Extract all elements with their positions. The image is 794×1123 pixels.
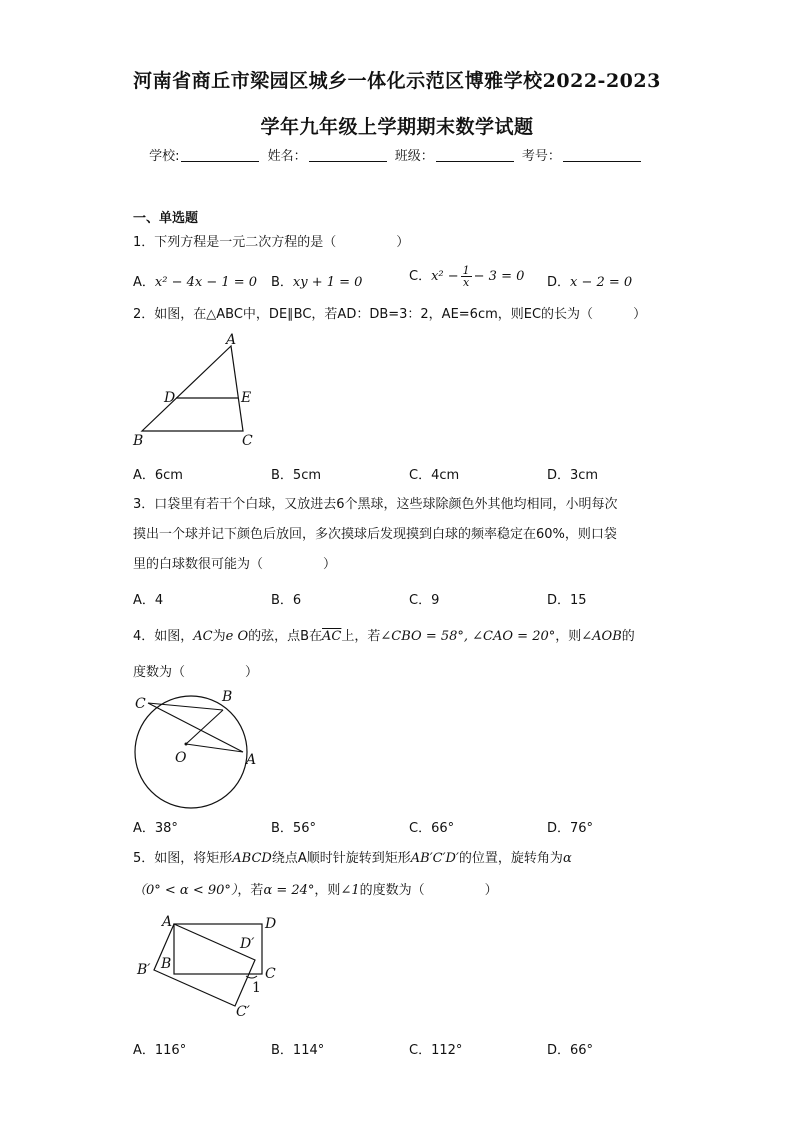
question-4-options [133, 817, 653, 837]
label-c-prime: C′ [236, 1004, 250, 1020]
q4-option-b: B．56° [271, 821, 316, 836]
question-4-line-1: 4．如图，AC为e O的弦，点B在$\overline{AC}$上，若∠CBO = 58°, ∠CAO = 20°，则∠AOB的 [133, 629, 635, 644]
label-a: A [162, 914, 173, 930]
label-b-prime: B′ [137, 962, 151, 978]
class-label: 班级： [394, 149, 434, 164]
question-1 [133, 229, 663, 257]
question-3-line-2: 摸出一个球并记下颜色后放回，多次摸球后发现摸到白球的频率稳定在60%，则口袋 [133, 527, 617, 542]
q4-option-a: A．38° [133, 821, 178, 836]
q2-option-a: A．6cm [133, 468, 183, 483]
triangle-abc-figure [128, 332, 268, 452]
class-blank [436, 149, 514, 162]
section-heading: 一、单选题 [133, 211, 199, 226]
label-c: C [242, 433, 253, 449]
label-b: B [161, 956, 172, 972]
label-d: D [265, 916, 277, 932]
q3-option-a: A．4 [133, 593, 164, 608]
question-1-text: 1．下列方程是一元二次方程的是（ [133, 235, 337, 250]
q5-option-b: B．114° [271, 1043, 325, 1058]
q1-option-d: D．x − 2 = 0 [547, 275, 633, 290]
question-1-options [133, 264, 653, 291]
q1-option-c: C．x² − $\frac{1}{x}$ − 3 = 0 [409, 264, 525, 289]
exam-title-line-2: 学年九年级上学期期末数学试题 [260, 116, 534, 138]
label-b: B [222, 689, 233, 705]
student-info-row [0, 145, 794, 164]
question-5 [133, 843, 673, 907]
name-label: 姓名： [267, 149, 307, 164]
q4-option-c: C．66° [409, 821, 455, 836]
school-label: 学校: [149, 149, 180, 164]
label-d-prime: D′ [240, 936, 255, 952]
q2-option-c: C．4cm [409, 468, 460, 483]
rotated-rectangle-figure [132, 910, 287, 1022]
circle-o-figure [126, 684, 266, 814]
q2-option-b: B．5cm [271, 468, 322, 483]
question-2 [133, 301, 663, 329]
label-a: A [246, 752, 257, 768]
number-blank [563, 149, 641, 162]
question-3-line-3: 里的白球数很可能为（ [133, 557, 264, 572]
school-blank [181, 149, 259, 162]
label-d: D [164, 390, 176, 406]
label-e: E [241, 390, 252, 406]
question-3-options [133, 589, 653, 609]
question-3: 3．口袋里有若干个白球，又放进去6个黑球，这些球除颜色外其他均相同，小明每次 摸出一个球并记下颜色后放回，多次摸球后发现摸到白球的频率稳定在60%，则口袋 里的白球数很可能为（ ） [133, 490, 663, 580]
question-3-line-1: 3．口袋里有若干个白球，又放进去6个黑球，这些球除颜色外其他均相同，小明每次 [133, 497, 618, 512]
label-angle-1: 1 [252, 980, 261, 996]
label-a: A [226, 332, 237, 348]
q3-option-d: D．15 [547, 593, 587, 608]
q5-option-d: D．66° [547, 1043, 594, 1058]
question-4-line-2: 度数为（ [133, 665, 186, 680]
question-2-text: 2．如图，在△ABC中，DE∥BC，若AD：DB=3：2，AE=6cm，则EC的长为（ [133, 307, 594, 322]
q1-option-b: B．xy + 1 = 0 [271, 275, 363, 290]
question-1-close: ） [396, 235, 410, 250]
q3-option-b: B．6 [271, 593, 302, 608]
exam-title-line-1: 河南省商丘市梁园区城乡一体化示范区博雅学校2022-2023 [133, 70, 661, 92]
question-5-line-1: 5．如图，将矩形ABCD绕点A顺时针旋转到矩形AB′C′D′的位置，旋转角为α [133, 851, 572, 866]
q4-option-d: D．76° [547, 821, 594, 836]
q2-option-d: D．3cm [547, 468, 599, 483]
name-blank [309, 149, 387, 162]
q3-option-c: C．9 [409, 593, 440, 608]
q1-option-a: A．x² − 4x − 1 = 0 [133, 275, 258, 290]
q5-option-a: A．116° [133, 1043, 187, 1058]
question-4: 4．如图，AC为e O的弦，点B在$\overline{AC}$上，若∠CBO = 58°, ∠CAO = 20°，则∠AOB的 度数为（ ） [133, 619, 673, 691]
label-c: C [135, 696, 146, 712]
q5-option-c: C．112° [409, 1043, 463, 1058]
label-b: B [133, 433, 144, 449]
label-o: O [175, 750, 187, 766]
question-2-close: ） [633, 307, 647, 322]
question-5-line-2: （0° < α < 90°），若α = 24°，则∠1的度数为（ ） [133, 883, 498, 898]
question-5-options [133, 1039, 653, 1059]
question-2-options [133, 464, 653, 484]
number-label: 考号： [521, 149, 561, 164]
label-c: C [265, 966, 276, 982]
